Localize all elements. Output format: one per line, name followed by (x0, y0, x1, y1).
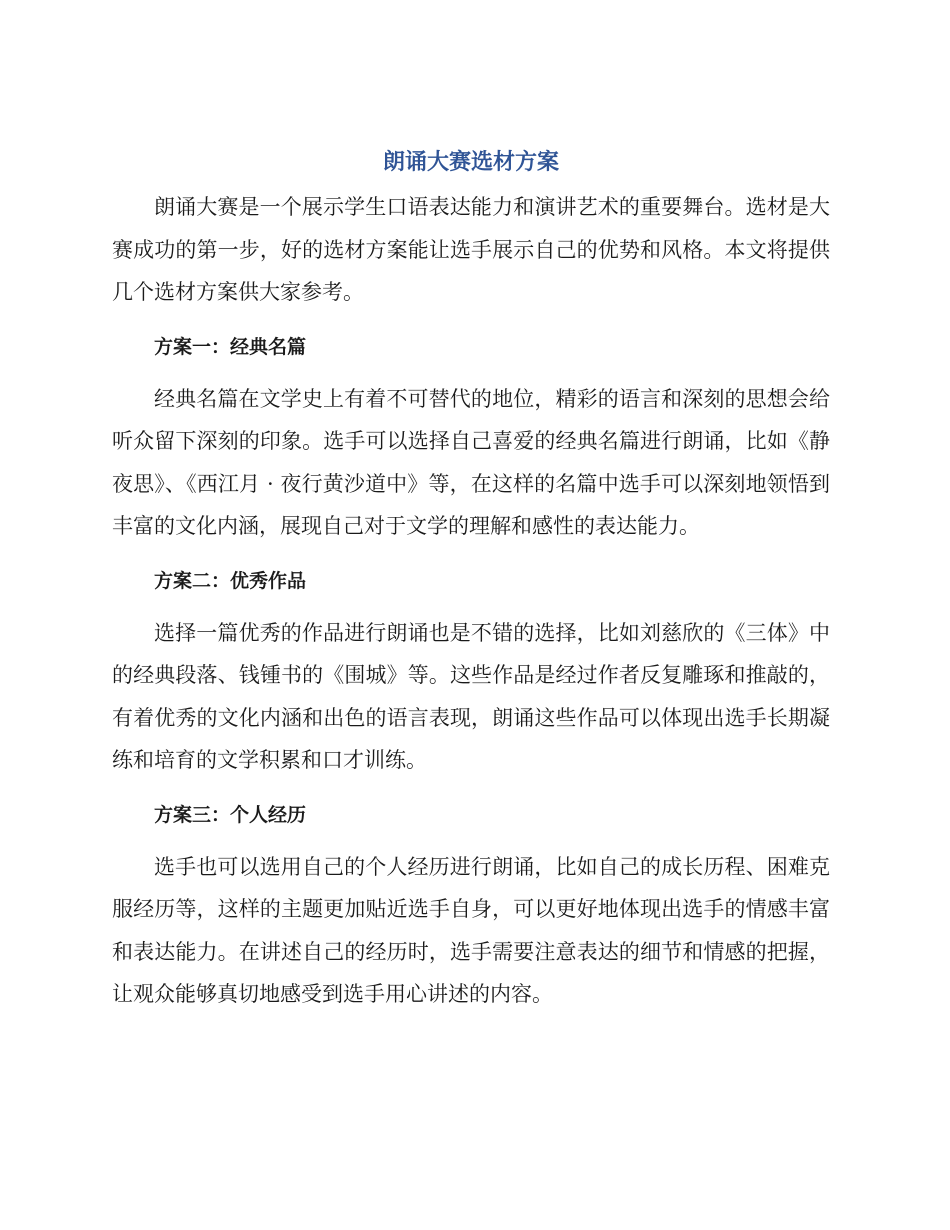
document-title: 朗诵大赛选材方案 (382, 150, 559, 175)
intro-paragraph: 朗诵大赛是一个展示学生口语表达能力和演讲艺术的重要舞台。选材是大赛成功的第一步，好的选材方案能让选手展示自己的优势和风格。本文将提供几个选材方案供大家参考。 (112, 195, 830, 304)
section-heading: 方案二：优秀作品 (154, 569, 307, 592)
section-body: 选择一篇优秀的作品进行朗诵也是不错的选择，比如刘慈欣的《三体》中的经典段落、钱锺书的《围城》等。这些作品是经过作者反复雕琢和推敲的，有着优秀的文化内涵和出色的语言表现，朗诵这些作品可以体现出选手长期凝练和培育的文学积累和口才训练。 (112, 620, 830, 772)
section-2 (112, 560, 830, 782)
section-heading: 方案一：经典名篇 (154, 335, 307, 358)
document-page (112, 140, 830, 1016)
section-heading: 方案三：个人经历 (154, 803, 307, 826)
section-body: 选手也可以选用自己的个人经历进行朗诵，比如自己的成长历程、困难克服经历等，这样的主题更加贴近选手自身，可以更好地体现出选手的情感丰富和表达能力。在讲述自己的经历时，选手需要注意表达的细节和情感的把握，让观众能够真切地感受到选手用心讲述的内容。 (112, 854, 830, 1006)
section-body: 经典名篇在文学史上有着不可替代的地位，精彩的语言和深刻的思想会给听众留下深刻的印象。选手可以选择自己喜爱的经典名篇进行朗诵，比如《静夜思》、《西江月 · 夜行黄沙道中》等，在这样的名篇中选手可以深刻地领悟到丰富的文化内涵，展现自己对于文学的理解和感性的表达能力。 (112, 386, 830, 538)
section-1 (112, 326, 830, 548)
section-3 (112, 794, 830, 1016)
